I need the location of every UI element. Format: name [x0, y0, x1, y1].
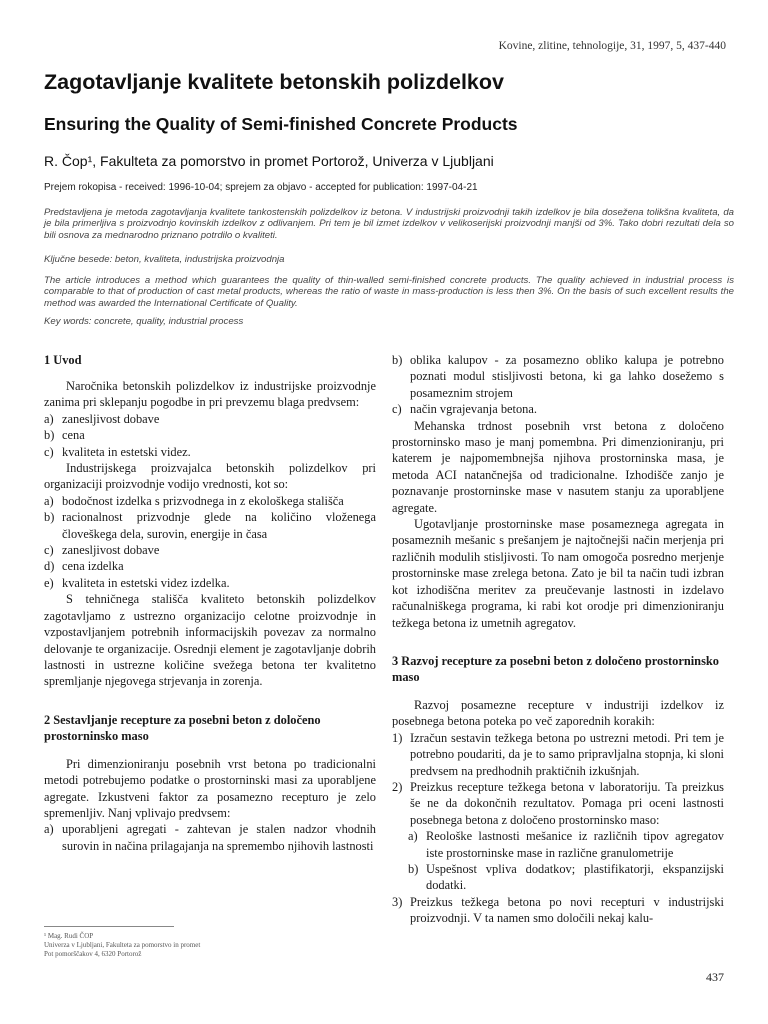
list-item: 3) Preizkus težkega betona po novi recepturi v industrijski proizvodnji. V ta namen smo določili nekaj kalu- [392, 894, 724, 926]
list-item: 2) Preizkus recepture težkega betona v laboratoriju. Ta preizkus še ne da dokončnih rezultatov. Pomaga pri oceni lastnosti posebnega betona z določeno prostorninsko maso: [392, 779, 724, 827]
page-number: 437 [706, 970, 724, 984]
footnote-line: Pot pomorščakov 4, 6320 Portorož [44, 950, 142, 958]
paragraph: Industrijskega proizvajalca betonskih polizdelkov pri organizaciji proizvodnje vodijo vrednosti, kot so: [44, 461, 376, 492]
journal-reference: Kovine, zlitine, tehnologije, 31, 1997, 5, 437-440 [498, 40, 726, 52]
footnote-line: ¹ Mag. Rudi ČOP [44, 932, 94, 940]
list-item: a) zanesljivost dobave [44, 411, 160, 426]
received-line: Prejem rokopisa - received: 1996-10-04; sprejem za objavo - accepted for publication: 1997-04-21 [44, 182, 478, 193]
paragraph: Razvoj posamezne recepture v industriji izdelkov iz posebnega betona poteka po več zaporednih korakih: [392, 697, 724, 729]
right-column [392, 352, 724, 927]
section-heading: 1 Uvod [44, 353, 82, 367]
footnote-divider [44, 926, 174, 927]
list [392, 352, 724, 418]
list-item: a) bodočnost izdelka s prizvodnega in z ekološkega stališča [44, 493, 344, 508]
list-item: 1) Izračun sestavin težkega betona po ustrezni metodi. Pri tem je potrebno poudariti, da je to samo pripravljalna stopnja, ki sloni predvsem na predhodnih praktičnih izkušnjah. [392, 730, 724, 778]
section-heading: 3 Razvoj recepture za posebni beton z določeno prostorninsko maso [392, 653, 719, 684]
author-line: R. Čop¹, Fakulteta za pomorstvo in promet Portorož, Univerza v Ljubljani [44, 153, 494, 169]
list-item: b) Uspešnost vpliva dodatkov; plastifikatorji, ekspanzijski dodatki. [408, 861, 724, 893]
left-column [44, 352, 376, 854]
title-slovenian: Zagotavljanje kvalitete betonskih polizdelkov [44, 70, 504, 94]
list-item: c) način vgrajevanja betona. [392, 402, 537, 417]
paragraph: S tehničnega stališča kvaliteto betonskih polizdelkov zagotavljamo z ustrezno organizacijo celotne proizvodnje in vzpostavljanjem potrebnih informacijskih povezav za normalno delovanje te organizacije. Osrednji element je zagotavljanje dobrih lastnosti in ustrezne količine svežega betona ter kvalitetno spremljanje njegovega strjevanja in zorenja. [44, 592, 376, 689]
list-item: a) Reološke lastnosti mešanice iz različnih tipov agregatov iste prostorninske mase in različne granulometrije [408, 829, 724, 860]
list-item: a) uporabljeni agregati - zahtevan je stalen nadzor vhodnih surovin in načina prilagajanja na spremembo njihovih lastnosti [44, 822, 376, 853]
list [44, 493, 376, 591]
list-item: c) zanesljivost dobave [44, 543, 160, 558]
list [392, 730, 724, 927]
list [44, 411, 376, 460]
section-heading: 2 Sestavljanje recepture za posebni beton z določeno prostorninsko maso [44, 712, 321, 743]
list-item: b) cena [44, 428, 85, 443]
keywords-english: Key words: concrete, quality, industrial process [44, 316, 244, 327]
list [44, 821, 376, 854]
title-english: Ensuring the Quality of Semi-finished Concrete Products [44, 114, 518, 134]
paragraph: Naročnika betonskih polizdelkov iz industrijske proizvodnje zanima pri sklepanju pogodbe in pri prevzemu blaga predvsem: [44, 379, 376, 410]
list-item: b) oblika kalupov - za posamezno obliko kalupa je potrebno poznati modul stisljivosti betona, ki ga lahko dosežemo s posameznim strojem [392, 353, 724, 400]
list-item: d) cena izdelka [44, 559, 124, 574]
keywords-slovenian: Ključne besede: beton, kvaliteta, industrijska proizvodnja [44, 254, 285, 265]
paragraph: Ugotavljanje prostorninske mase posameznega agregata in posameznih mešanic s prešanjem je najtočnejši način merjenja pri različnih modulih stisljivosti. To nam omogoča posredno merjenje prostorninske mase zrelega betona. Zato je bil ta način tudi izbran kot izhodiščna meritev za preučevanje lastnosti in izdelavo računalniškega programa, ki rabi kot orodje pri dimenzioniranju težkega betona iz umetnih agregatov. [392, 517, 724, 630]
list-item: c) kvaliteta in estetski videz. [44, 444, 191, 459]
list-item: e) kvaliteta in estetski videz izdelka. [44, 575, 230, 590]
list-item: b) racionalnost prizvodnje glede na količino vloženega človeškega dela, surovin, energije in časa [44, 510, 376, 541]
footnote-line: Univerza v Ljubljani, Fakulteta za pomorstvo in promet [44, 941, 201, 949]
abstract-english: The article introduces a method which guarantees the quality of thin-walled semi-finished concrete products. The quality achieved in industrial process is comparable to that of production of cast metal products, whereas the ratio of waste in mass-production is less then 3%. On the basis of such excellent results the method was awarded the International Certificate of Quality. [44, 275, 734, 309]
paragraph: Mehanska trdnost posebnih vrst betona z določeno prostorninsko maso je manj pomembna. Pri dimenzioniranju, pri katerem je najpomembnejša njihova prostorninska masa, je metoda ACI natančnejša od tradicionalne. Izhodišče zanjo je poznavanje prostorninske mase v nasutem stanju za uporabljene agregate. [392, 418, 724, 515]
footnote [44, 932, 344, 959]
abstract-slovenian: Predstavljena je metoda zagotavljanja kvalitete tankostenskih polizdelkov iz betona. V industrijski proizvodnji takih izdelkov je bila dosežena tolikšna kvaliteta, da je bila primerljiva s proizvodnjo kovinskih izdelkov z odlivanjem. Pri tem je bil izmet izdelkov v velikoserijski proizvodnji manjši od 3%. Tako dobri rezultati dela so bili osnova za mednarodno priznano potrdilo o kvaliteti. [44, 207, 734, 241]
paragraph: Pri dimenzioniranju posebnih vrst betona po tradicionalni metodi potrebujemo podatke o prostorninski masi za uporabljene agregate. Izkustveni faktor za posamezno recepturo je zelo spremenljiv. Nanj vplivajo predvsem: [44, 756, 376, 820]
